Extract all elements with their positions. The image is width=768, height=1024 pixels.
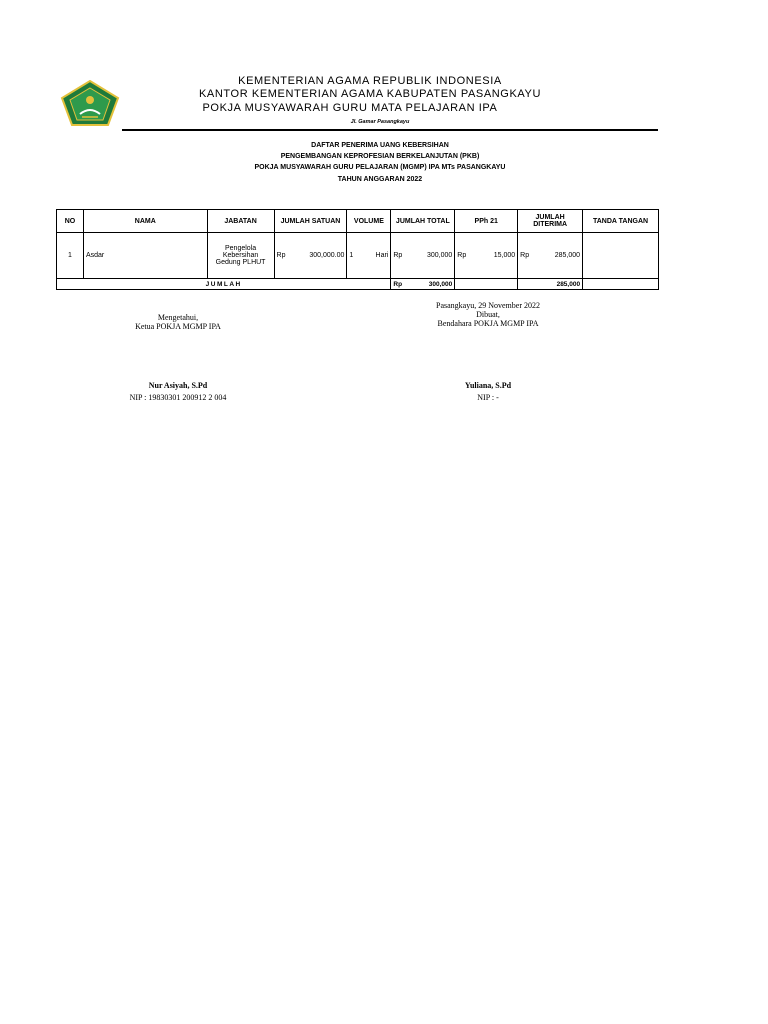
sum-diterima: 285,000	[518, 279, 583, 290]
right-place-date: Pasangkayu, 29 November 2022	[436, 301, 540, 310]
subheader-program: PENGEMBANGAN KEPROFESIAN BERKELANJUTAN (PKB)	[280, 153, 480, 160]
ministry-emblem-logo	[60, 80, 120, 126]
volume-unit: Hari	[375, 252, 389, 259]
col-header-jumlah-satuan: JUMLAH SATUAN	[274, 210, 347, 233]
col-header-pph: PPh 21	[455, 210, 518, 233]
header-office: KANTOR KEMENTERIAN AGAMA KABUPATEN PASANGKAYU	[199, 88, 541, 100]
signature-left-block	[88, 313, 268, 331]
header-address: Jl. Gamar Pasangkayu	[350, 119, 410, 125]
cell-tanda-tangan	[583, 233, 659, 279]
cell-jumlah-total	[391, 233, 455, 279]
header-divider	[122, 129, 658, 131]
table-row	[57, 233, 659, 279]
col-header-jumlah-total: JUMLAH TOTAL	[391, 210, 455, 233]
cell-jumlah-satuan	[274, 233, 347, 279]
volume-qty: 1	[349, 252, 354, 259]
right-role: Bendahara POKJA MGMP IPA	[437, 319, 539, 328]
pph-value: 15,000	[493, 252, 516, 259]
col-header-jabatan: JABATAN	[207, 210, 274, 233]
left-signer-nip: NIP : 19830301 200912 2 004	[129, 393, 227, 402]
cell-jabatan: Pengelola Kebersihan Gedung PLHUT	[207, 233, 274, 279]
satuan-currency: Rp	[276, 252, 286, 259]
cell-nama: Asdar	[83, 233, 207, 279]
signature-right-block	[398, 301, 578, 328]
cell-no: 1	[57, 233, 84, 279]
total-currency: Rp	[393, 252, 403, 259]
diterima-currency: Rp	[520, 252, 530, 259]
right-made-by: Dibuat,	[476, 310, 500, 319]
sum-tanda-tangan	[583, 279, 659, 290]
col-header-jumlah-diterima: JUMLAH DITERIMA	[518, 210, 583, 233]
col-header-tanda-tangan: TANDA TANGAN	[583, 210, 659, 233]
header-pokja: POKJA MUSYAWARAH GURU MATA PELAJARAN IPA	[202, 102, 498, 114]
left-acknowledge: Mengetahui,	[157, 313, 199, 322]
table-sum-row	[57, 279, 659, 290]
col-header-nama: NAMA	[83, 210, 207, 233]
table-header-row	[57, 210, 659, 233]
col-header-volume: VOLUME	[347, 210, 391, 233]
sum-total	[391, 279, 455, 290]
cell-jumlah-diterima	[518, 233, 583, 279]
header-ministry: KEMENTERIAN AGAMA REPUBLIK INDONESIA	[238, 75, 502, 87]
cell-volume	[347, 233, 391, 279]
left-role: Ketua POKJA MGMP IPA	[135, 322, 221, 331]
sum-total-currency: Rp	[393, 280, 403, 288]
col-header-no: NO	[57, 210, 84, 233]
sum-label: JUMLAH	[57, 279, 391, 290]
sum-pph	[455, 279, 518, 290]
left-signer-name: Nur Asiyah, S.Pd	[148, 381, 208, 390]
total-value: 300,000	[426, 252, 453, 259]
subheader-title: DAFTAR PENERIMA UANG KEBERSIHAN	[311, 142, 449, 149]
pph-currency: Rp	[457, 252, 467, 259]
diterima-value: 285,000	[554, 252, 581, 259]
recipient-table	[56, 209, 659, 290]
right-signer-nip: NIP : -	[477, 393, 499, 402]
subheader-year: TAHUN ANGGARAN 2022	[337, 176, 423, 183]
sum-total-value: 300,000	[428, 280, 453, 288]
right-signer-name: Yuliana, S.Pd	[464, 381, 512, 390]
satuan-value: 300,000.00	[309, 252, 345, 259]
cell-pph	[455, 233, 518, 279]
subheader-group: POKJA MUSYAWARAH GURU PELAJARAN (MGMP) IPA MTs PASANGKAYU	[254, 164, 506, 171]
